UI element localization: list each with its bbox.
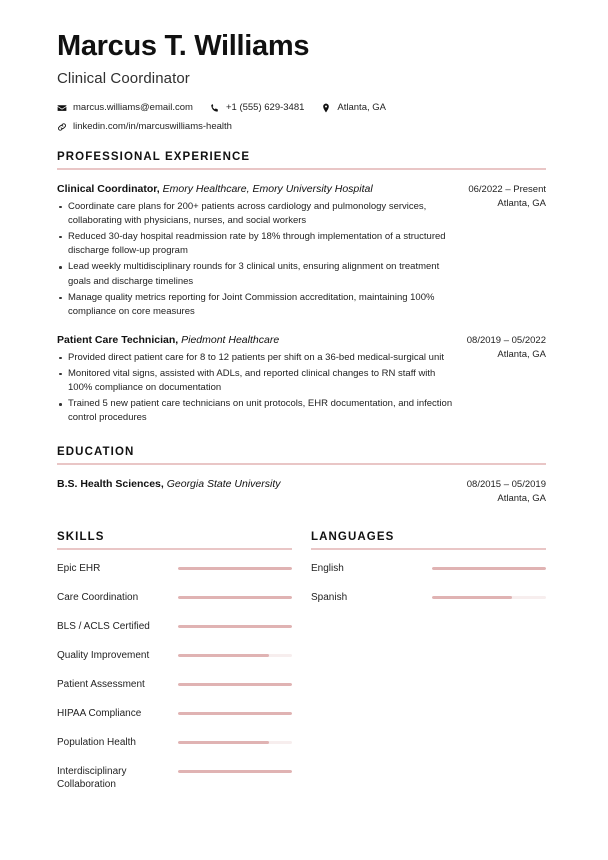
candidate-job-title: Clinical Coordinator [57, 70, 190, 88]
skill-item [57, 736, 292, 753]
language-level-fill [432, 567, 546, 570]
section-title-skills: SKILLS [57, 531, 105, 544]
experience-bullet: Monitored vital signs, assisted with ADLs, and reported clinical changes to RN staff with 100% compliance on documentation [57, 367, 455, 396]
section-divider-languages [311, 548, 546, 550]
skill-label: Care Coordination [57, 591, 139, 603]
experience-dates: 06/2022 – Present [468, 183, 546, 195]
link-icon [57, 122, 67, 132]
language-level-fill [432, 596, 512, 599]
experience-entry-main [57, 333, 467, 427]
skill-level-fill [178, 625, 292, 628]
skill-label: Population Health [57, 736, 136, 748]
skill-level-fill [178, 683, 292, 686]
skill-label: Epic EHR [57, 562, 101, 574]
experience-bullet: Manage quality metrics reporting for Joint Commission accreditation, maintaining 100% compliance on core measures [57, 291, 456, 320]
skill-item [57, 707, 292, 724]
experience-bullet: Trained 5 new patient care technicians on unit protocols, EHR documentation, and infection control procedures [57, 397, 455, 426]
experience-org: Emory Healthcare, Emory University Hospital [162, 182, 373, 195]
contact-linkedin[interactable] [57, 121, 232, 132]
section-title-languages: LANGUAGES [311, 531, 395, 544]
contact-email[interactable] [57, 102, 193, 113]
skill-label: Patient Assessment [57, 678, 145, 690]
skill-label: HIPAA Compliance [57, 707, 142, 719]
skill-level-bar [178, 625, 292, 628]
skill-item [57, 562, 292, 579]
education-location: Atlanta, GA [497, 492, 546, 504]
section-education [57, 446, 546, 505]
skill-level-fill [178, 654, 269, 657]
skill-item [57, 591, 292, 608]
experience-bullet-list [57, 351, 455, 426]
experience-role: Clinical Coordinator, [57, 182, 160, 195]
language-label: Spanish [311, 591, 348, 603]
section-divider-experience [57, 168, 546, 170]
contact-email-text: marcus.williams@email.com [73, 102, 193, 114]
experience-entry-main [57, 182, 468, 321]
contact-row-secondary [57, 121, 546, 132]
language-label: English [311, 562, 344, 574]
experience-role: Patient Care Technician, [57, 334, 179, 347]
contact-row-primary [57, 102, 546, 113]
envelope-icon [57, 103, 67, 113]
language-item [311, 562, 546, 579]
skill-level-bar [178, 770, 292, 773]
section-title-experience: PROFESSIONAL EXPERIENCE [57, 151, 251, 164]
skill-level-fill [178, 770, 292, 773]
contact-linkedin-text: linkedin.com/in/marcuswilliams-health [73, 121, 232, 133]
language-level-bar [432, 596, 546, 599]
education-degree: B.S. Health Sciences, [57, 477, 164, 490]
experience-bullet: Reduced 30-day hospital readmission rate by 18% through implementation of a structured discharge follow-up program [57, 230, 456, 259]
skill-label: Quality Improvement [57, 649, 150, 661]
skill-item [57, 678, 292, 695]
education-entry [57, 477, 546, 506]
bottom-columns [57, 531, 546, 792]
skill-item [57, 765, 292, 792]
experience-bullet: Lead weekly multidisciplinary rounds for 3 clinical units, ensuring alignment on treatment goals and discharge timelines [57, 260, 456, 289]
skill-level-bar [178, 567, 292, 570]
skill-level-bar [178, 712, 292, 715]
skills-list [57, 562, 292, 792]
experience-bullet-list [57, 200, 456, 320]
skill-level-bar [178, 741, 292, 744]
phone-icon [210, 103, 220, 113]
section-skills [57, 531, 292, 792]
section-divider-skills [57, 548, 292, 550]
skill-level-fill [178, 567, 292, 570]
experience-dates: 08/2019 – 05/2022 [466, 335, 546, 347]
contact-phone[interactable] [210, 102, 304, 113]
section-professional-experience [57, 151, 546, 427]
experience-entry-heading [57, 182, 456, 197]
language-item [311, 591, 546, 608]
experience-bullet: Coordinate care plans for 200+ patients across cardiology and pulmonology services, collaborating with physicians, nurses, and social workers [57, 200, 456, 229]
candidate-name: Marcus T. Williams [57, 30, 310, 62]
contact-location-text: Atlanta, GA [337, 102, 386, 114]
experience-entry-meta [467, 333, 546, 362]
education-entry-main [57, 477, 467, 495]
skill-item [57, 649, 292, 666]
experience-entry [57, 182, 546, 321]
section-divider-education [57, 463, 546, 465]
skill-level-bar [178, 596, 292, 599]
experience-entry-heading [57, 333, 455, 348]
education-dates: 08/2015 – 05/2019 [466, 478, 546, 490]
contact-phone-text: +1 (555) 629-3481 [225, 102, 305, 114]
experience-entry-meta [468, 182, 546, 211]
skill-level-bar [178, 654, 292, 657]
experience-org: Piedmont Healthcare [181, 334, 280, 347]
skill-level-fill [178, 741, 269, 744]
education-entry-heading [57, 477, 455, 492]
skill-level-fill [178, 712, 292, 715]
section-title-education: EDUCATION [57, 446, 135, 459]
skill-label: Interdisciplinary Collaboration [57, 765, 127, 791]
section-languages [311, 531, 546, 792]
experience-location: Atlanta, GA [497, 348, 546, 360]
skill-item [57, 620, 292, 637]
experience-bullet: Provided direct patient care for 8 to 12 patients per shift on a 36-bed medical-surgical unit [57, 351, 455, 365]
language-level-bar [432, 567, 546, 570]
skill-level-bar [178, 683, 292, 686]
skill-label: BLS / ACLS Certified [57, 620, 150, 632]
education-entry-meta [467, 477, 546, 506]
contact-location [321, 102, 386, 113]
experience-entry [57, 333, 546, 427]
languages-list [311, 562, 546, 608]
experience-location: Atlanta, GA [497, 197, 546, 209]
education-school: Georgia State University [166, 477, 281, 490]
skill-level-fill [178, 596, 292, 599]
map-pin-icon [321, 103, 331, 113]
resume-header [57, 30, 546, 132]
